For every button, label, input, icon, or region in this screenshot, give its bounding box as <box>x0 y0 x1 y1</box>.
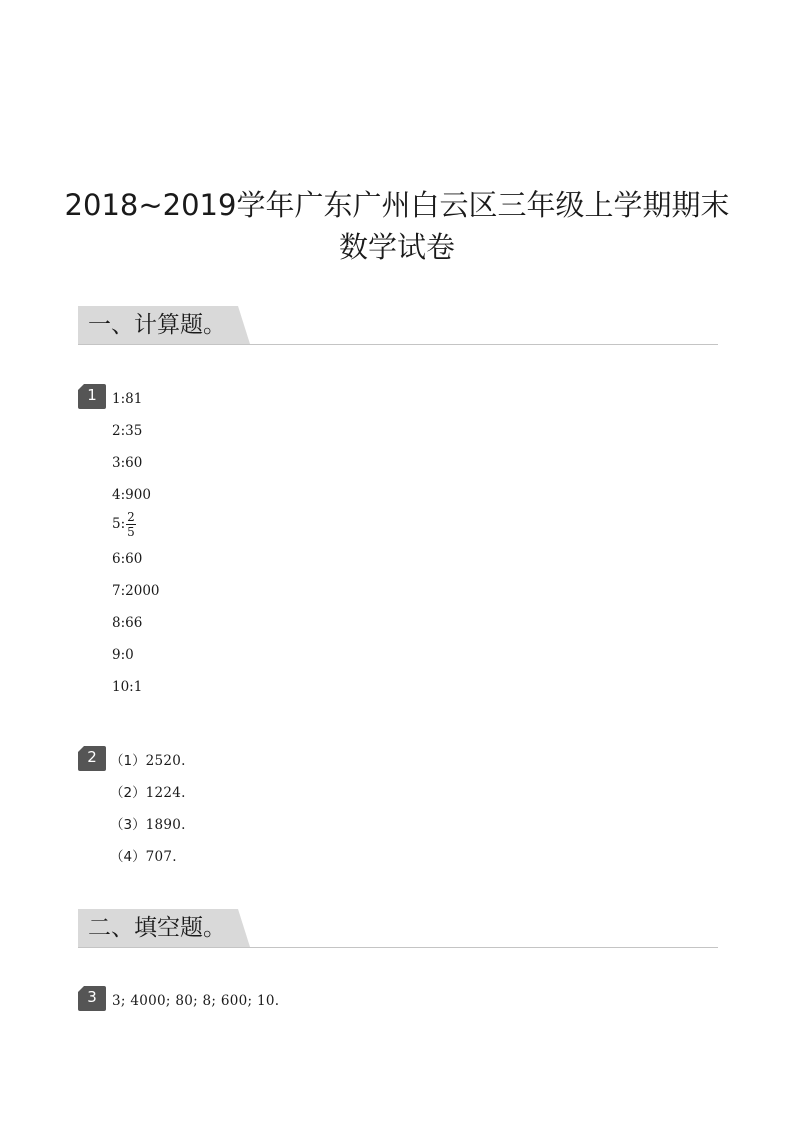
part-label: （1） <box>110 753 146 769</box>
answer-part <box>110 752 186 770</box>
answer-prefix: 5: <box>112 516 126 532</box>
fraction <box>126 510 136 539</box>
question-number-badge: 1 <box>78 384 106 409</box>
answer-line: 3:60 <box>112 455 143 471</box>
question-number-badge: 3 <box>78 986 106 1011</box>
part-label: （4） <box>110 849 146 865</box>
document-title <box>60 184 734 268</box>
answer-part <box>110 848 177 866</box>
answer-line: 7:2000 <box>112 583 160 599</box>
answer-line: 8:66 <box>112 615 143 631</box>
title-line-1: 2018~2019学年广东广州白云区三年级上学期期末 <box>64 188 730 222</box>
title-line-2: 数学试卷 <box>338 230 455 264</box>
section-header-calculation <box>78 306 718 345</box>
answer-line: 10:1 <box>112 679 143 695</box>
part-value: 707. <box>145 849 177 865</box>
answer-line: 6:60 <box>112 551 143 567</box>
answer-line: 2:35 <box>112 423 143 439</box>
answer-line: 3; 4000; 80; 8; 600; 10. <box>112 993 280 1009</box>
section-header-fill-blank <box>78 909 718 948</box>
part-value: 2520. <box>145 753 186 769</box>
question-number-badge: 2 <box>78 746 106 771</box>
fraction-denominator: 5 <box>127 525 135 539</box>
answer-part <box>110 784 186 802</box>
part-value: 1224. <box>145 785 186 801</box>
answer-part <box>110 816 186 834</box>
section-title: 一、计算题。 <box>88 312 226 338</box>
answer-line-fraction <box>112 510 136 539</box>
part-label: （2） <box>110 785 146 801</box>
section-title: 二、填空题。 <box>88 915 226 941</box>
answer-line: 4:900 <box>112 487 151 503</box>
answer-line: 1:81 <box>112 391 143 407</box>
part-label: （3） <box>110 817 146 833</box>
part-value: 1890. <box>145 817 186 833</box>
fraction-numerator: 2 <box>127 510 135 524</box>
answer-line: 9:0 <box>112 647 134 663</box>
